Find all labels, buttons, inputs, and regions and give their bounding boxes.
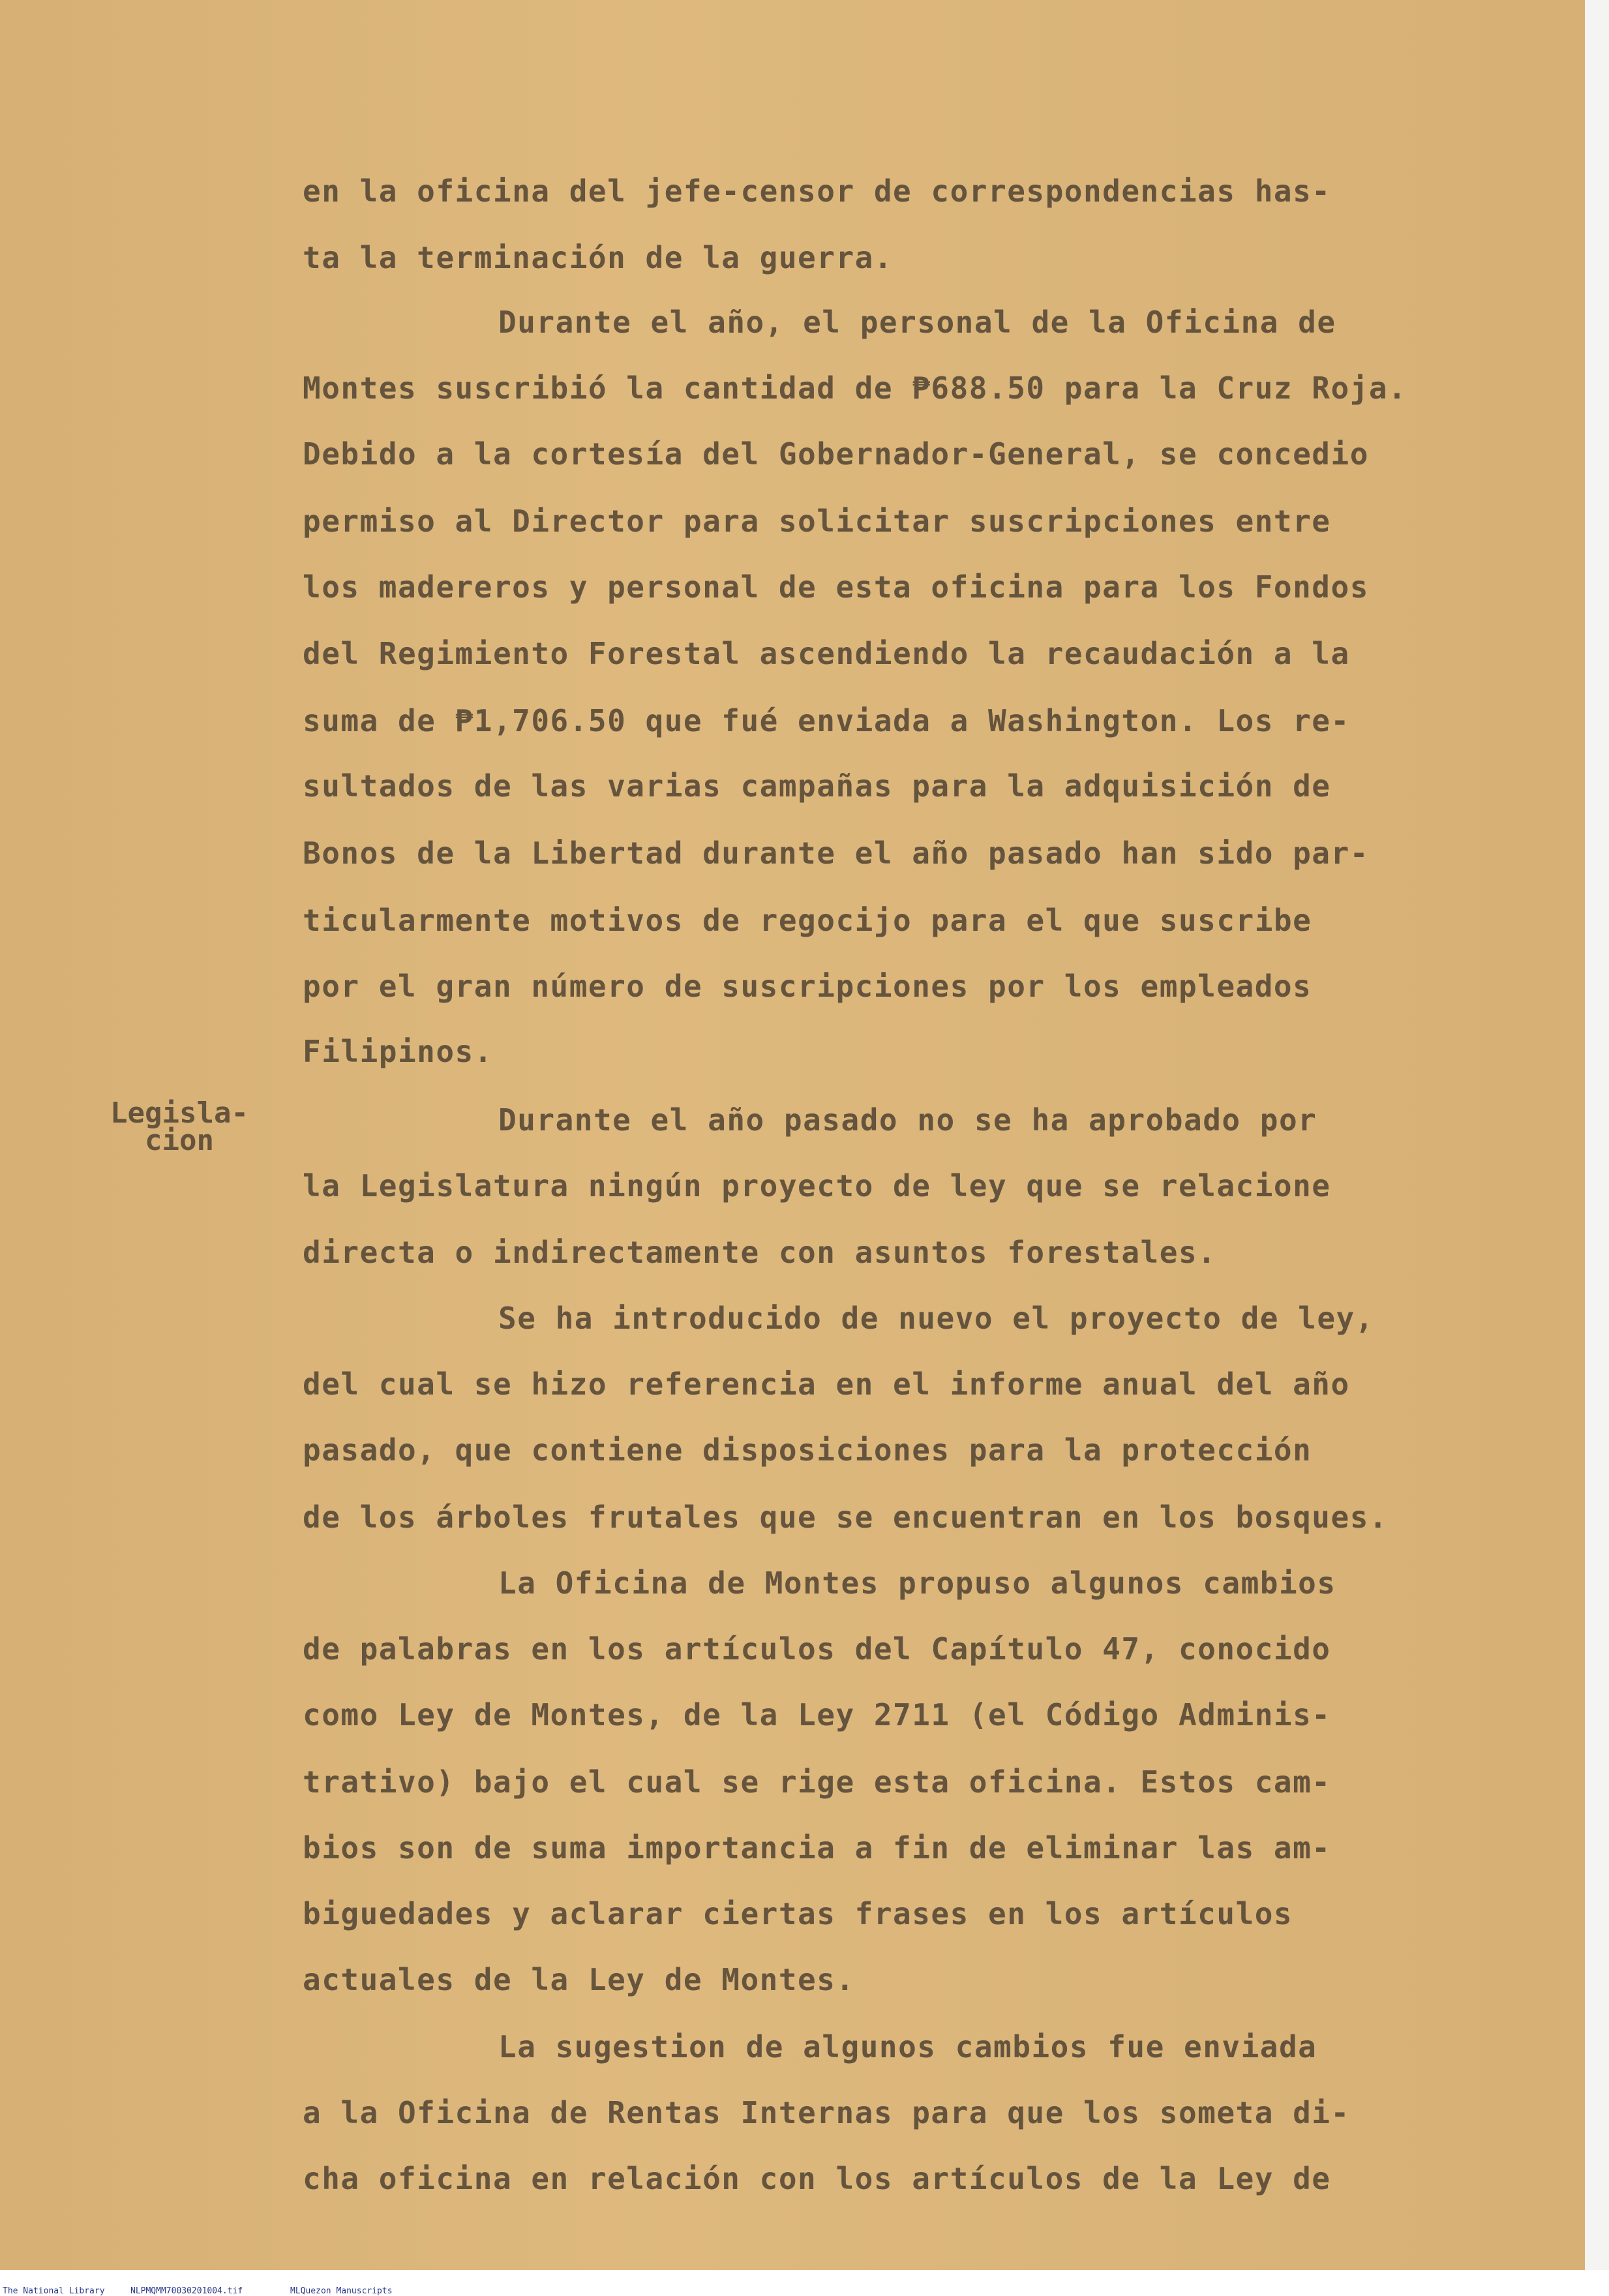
footer-collection: MLQuezon Manuscripts xyxy=(290,2286,393,2296)
text-line: ta la terminación de la guerra. xyxy=(303,240,894,275)
text-line: bios son de suma importancia a fin de eliminar las am- xyxy=(303,1830,1331,1865)
margin-note-line: cion xyxy=(145,1124,214,1157)
text-line: Bonos de la Libertad durante el año pasado han sido par- xyxy=(303,836,1369,871)
text-line: Montes suscribió la cantidad de ₱688.50 para la Cruz Roja. xyxy=(303,370,1407,406)
scan-footer xyxy=(0,2270,1609,2295)
text-line: de palabras en los artículos del Capítulo 47, conocido xyxy=(303,1631,1331,1667)
scan-margin xyxy=(1585,0,1609,2270)
footer-library: The National Library xyxy=(3,2286,105,2296)
text-line: sultados de las varias campañas para la adquisición de xyxy=(303,768,1331,804)
text-line: Debido a la cortesía del Gobernador-General, se concedio xyxy=(303,436,1369,472)
text-line: los madereros y personal de esta oficina para los Fondos xyxy=(303,569,1369,605)
text-line: en la oficina del jefe-censor de correspondencias has- xyxy=(303,174,1331,209)
text-line: biguedades y aclarar ciertas frases en los artículos xyxy=(303,1896,1293,1931)
text-line: ticularmente motivos de regocijo para el que suscribe xyxy=(303,903,1312,938)
text-line: del Regimiento Forestal ascendiendo la recaudación a la xyxy=(303,636,1350,671)
text-line: a la Oficina de Rentas Internas para que los someta di- xyxy=(303,2095,1350,2130)
text-line: actuales de la Ley de Montes. xyxy=(303,1962,855,1997)
text-line: directa o indirectamente con asuntos forestales. xyxy=(303,1235,1217,1270)
text-line: por el gran número de suscripciones por los empleados xyxy=(303,969,1312,1004)
text-line: cha oficina en relación con los artículos de la Ley de xyxy=(303,2161,1331,2196)
text-line: Filipinos. xyxy=(303,1034,493,1069)
text-line: la Legislatura ningún proyecto de ley que se relacione xyxy=(303,1168,1331,1203)
text-line: La Oficina de Montes propuso algunos cambios xyxy=(498,1565,1336,1601)
text-line: La sugestion de algunos cambios fue enviada xyxy=(498,2029,1317,2064)
text-line: Durante el año pasado no se ha aprobado por xyxy=(498,1102,1317,1138)
text-line: suma de ₱1,706.50 que fué enviada a Washington. Los re- xyxy=(303,703,1350,738)
footer-file: NLPMQMM70030201004.tif xyxy=(130,2286,243,2296)
text-line: del cual se hizo referencia en el informe anual del año xyxy=(303,1367,1350,1402)
text-line: de los árboles frutales que se encuentran en los bosques. xyxy=(303,1500,1389,1535)
text-line: permiso al Director para solicitar suscripciones entre xyxy=(303,504,1331,539)
text-line: pasado, que contiene disposiciones para la protección xyxy=(303,1432,1312,1468)
text-line: Durante el año, el personal de la Oficina de xyxy=(498,305,1336,340)
margin-note-line: Legisla- xyxy=(110,1096,248,1130)
text-line: Se ha introducido de nuevo el proyecto de ley, xyxy=(498,1301,1374,1336)
margin-note xyxy=(98,1096,261,1157)
text-line: como Ley de Montes, de la Ley 2711 (el Código Adminis- xyxy=(303,1697,1331,1732)
text-line: trativo) bajo el cual se rige esta oficina. Estos cam- xyxy=(303,1764,1331,1800)
